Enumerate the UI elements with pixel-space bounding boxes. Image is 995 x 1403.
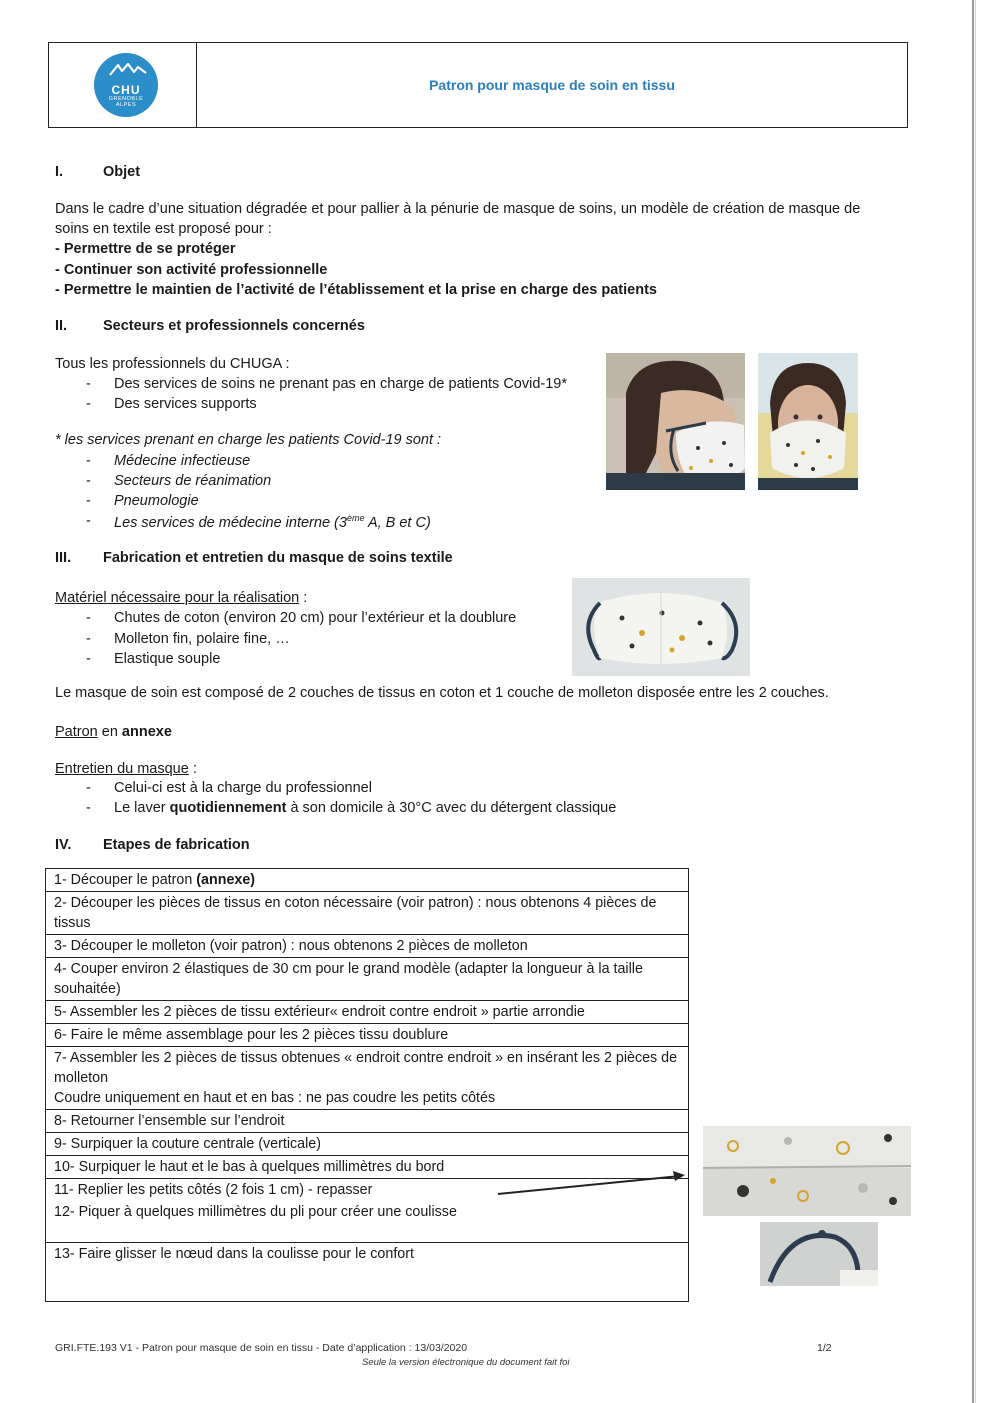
logo-subtext-line1: GRENOBLE bbox=[108, 96, 144, 102]
section-number: III. bbox=[55, 550, 72, 566]
list-item: Celui-ci est à la charge du professionnel bbox=[114, 780, 372, 796]
step-row: 13- Faire glisser le nœud dans la coulisse pour le confort bbox=[54, 1246, 414, 1262]
step-row bbox=[46, 869, 688, 892]
arrow-icon bbox=[495, 1168, 690, 1198]
document-title: Patron pour masque de soin en tissu bbox=[429, 77, 675, 93]
list-item: Pneumologie bbox=[114, 493, 199, 509]
dash-bullet: - bbox=[86, 513, 91, 529]
logo-text: CHU bbox=[111, 83, 141, 97]
dash-bullet: - bbox=[86, 651, 91, 667]
list-item: Médecine infectieuse bbox=[114, 453, 251, 469]
dash-bullet: - bbox=[86, 473, 91, 489]
document-header bbox=[48, 42, 908, 128]
step-text: Coudre uniquement en haut et en bas : ne pas coudre les petits côtés bbox=[54, 1090, 496, 1106]
steps-table bbox=[45, 868, 689, 1302]
dash-bullet: - bbox=[86, 631, 91, 647]
mountain-icon bbox=[108, 61, 148, 79]
photo-mask-profile bbox=[606, 353, 745, 490]
patron-line bbox=[55, 724, 172, 740]
logo-subtext bbox=[94, 96, 158, 108]
dash-bullet: - bbox=[86, 376, 91, 392]
section-3-heading bbox=[55, 550, 453, 566]
materiel-heading bbox=[55, 590, 307, 606]
step-row: 10- Surpiquer le haut et le bas à quelques millimètres du bord bbox=[46, 1156, 688, 1179]
photo-knot bbox=[760, 1222, 878, 1286]
covid-note: * les services prenant en charge les patients Covid-19 sont : bbox=[55, 432, 442, 448]
composition-text: Le masque de soin est composé de 2 couches de tissus en coton et 1 couche de molleton disposée entre les 2 couches. bbox=[55, 685, 829, 701]
bullet-line: - Continuer son activité professionnelle bbox=[55, 262, 328, 278]
superscript: ème bbox=[346, 513, 365, 523]
list-item-text: Le laver bbox=[114, 800, 170, 816]
list-item bbox=[114, 513, 431, 531]
dash-bullet: - bbox=[86, 800, 91, 816]
photo-mask-front bbox=[758, 353, 858, 490]
list-item: Elastique souple bbox=[114, 651, 221, 667]
dash-bullet: - bbox=[86, 396, 91, 412]
paragraph-line: Dans le cadre d’une situation dégradée et pour pallier à la pénurie de masque de soins, un modèle de création de masque de bbox=[55, 201, 861, 217]
step-row: 6- Faire le même assemblage pour les 2 pièces tissu doublure bbox=[46, 1024, 688, 1047]
logo-cell bbox=[49, 43, 197, 127]
chu-logo bbox=[94, 53, 158, 117]
section-title: Secteurs et professionnels concernés bbox=[103, 318, 365, 334]
patron-en: en bbox=[97, 724, 122, 740]
list-item: Des services supports bbox=[114, 396, 257, 412]
step-row: 2- Découper les pièces de tissus en coton nécessaire (voir patron) : nous obtenons 4 pièces de tissus bbox=[46, 892, 688, 935]
section-2-heading bbox=[55, 318, 365, 334]
logo-subtext-line2: ALPES bbox=[115, 102, 137, 108]
paragraph-line: Tous les professionnels du CHUGA : bbox=[55, 356, 290, 372]
dash-bullet: - bbox=[86, 493, 91, 509]
section-number: II. bbox=[55, 318, 68, 334]
step-text: 7- Assembler les 2 pièces de tissus obtenues « endroit contre endroit » en insérant les 2 pièces de molleton bbox=[54, 1050, 678, 1086]
step-text: 1- Découper le patron bbox=[54, 872, 197, 888]
step-row: 11- Replier les petits côtés (2 fois 1 cm) - repasser bbox=[54, 1182, 373, 1198]
step-row: 3- Découper le molleton (voir patron) : nous obtenons 2 pièces de molleton bbox=[46, 935, 688, 958]
section-title: Fabrication et entretien du masque de soins textile bbox=[103, 550, 453, 566]
entretien-colon: : bbox=[188, 761, 197, 777]
photo-coulisse bbox=[703, 1126, 911, 1216]
patron-label: Patron bbox=[55, 724, 98, 740]
photo-coulisse-image bbox=[703, 1126, 911, 1216]
scan-edge bbox=[972, 0, 974, 1403]
entretien-label: Entretien du masque bbox=[55, 761, 189, 777]
bullet-line: - Permettre le maintien de l’activité de l’établissement et la prise en charge des patients bbox=[55, 282, 657, 298]
list-item-text: à son domicile à 30°C avec du détergent classique bbox=[286, 800, 617, 816]
step-row: 8- Retourner l’ensemble sur l’endroit bbox=[46, 1110, 688, 1133]
step-row: 9- Surpiquer la couture centrale (verticale) bbox=[46, 1133, 688, 1156]
page-number: 1/2 bbox=[817, 1342, 832, 1354]
materiel-colon: : bbox=[299, 590, 308, 606]
entretien-heading bbox=[55, 761, 197, 777]
patron-annexe: annexe bbox=[121, 724, 172, 740]
section-4-heading bbox=[55, 837, 250, 853]
footer-note: Seule la version électronique du document fait foi bbox=[362, 1357, 570, 1368]
list-item: Molleton fin, polaire fine, … bbox=[114, 631, 290, 647]
bullet-line: - Permettre de se protéger bbox=[55, 241, 236, 257]
dash-bullet: - bbox=[86, 453, 91, 469]
step-emphasis: (annexe) bbox=[196, 872, 256, 888]
paragraph-line: soins en textile est proposé pour : bbox=[55, 221, 272, 237]
photo-mask-flat-image bbox=[572, 578, 750, 676]
step-row: 12- Piquer à quelques millimètres du pli pour créer une coulisse bbox=[46, 1201, 688, 1243]
list-item: Des services de soins ne prenant pas en charge de patients Covid-19* bbox=[114, 376, 567, 392]
dash-bullet: - bbox=[86, 610, 91, 626]
footer-reference: GRI.FTE.193 V1 - Patron pour masque de soin en tissu - Date d’application : 13/03/2020 bbox=[55, 1342, 468, 1354]
photo-knot-image bbox=[760, 1222, 878, 1286]
section-title: Etapes de fabrication bbox=[103, 837, 250, 853]
step-row: 5- Assembler les 2 pièces de tissu extérieur« endroit contre endroit » partie arrondie bbox=[46, 1001, 688, 1024]
step-row bbox=[46, 1047, 688, 1110]
section-number: IV. bbox=[55, 837, 72, 853]
materiel-label: Matériel nécessaire pour la réalisation bbox=[55, 590, 300, 606]
section-number: I. bbox=[55, 164, 64, 180]
list-item-text: Les services de médecine interne (3 bbox=[114, 514, 347, 531]
scan-edge-shadow bbox=[975, 0, 976, 1403]
dash-bullet: - bbox=[86, 780, 91, 796]
photo-mask-flat bbox=[572, 578, 750, 676]
section-1-heading bbox=[55, 164, 140, 180]
list-item-text: A, B et C) bbox=[364, 514, 431, 531]
section-title: Objet bbox=[103, 164, 141, 180]
photo-mask-front-image bbox=[758, 353, 858, 490]
list-item: Chutes de coton (environ 20 cm) pour l’extérieur et la doublure bbox=[114, 610, 517, 626]
list-item bbox=[114, 800, 616, 816]
step-row: 4- Couper environ 2 élastiques de 30 cm pour le grand modèle (adapter la longueur à la taille souhaitée) bbox=[46, 958, 688, 1001]
list-item-emphasis: quotidiennement bbox=[169, 800, 287, 816]
list-item: Secteurs de réanimation bbox=[114, 473, 272, 489]
photo-mask-profile-image bbox=[606, 353, 745, 490]
